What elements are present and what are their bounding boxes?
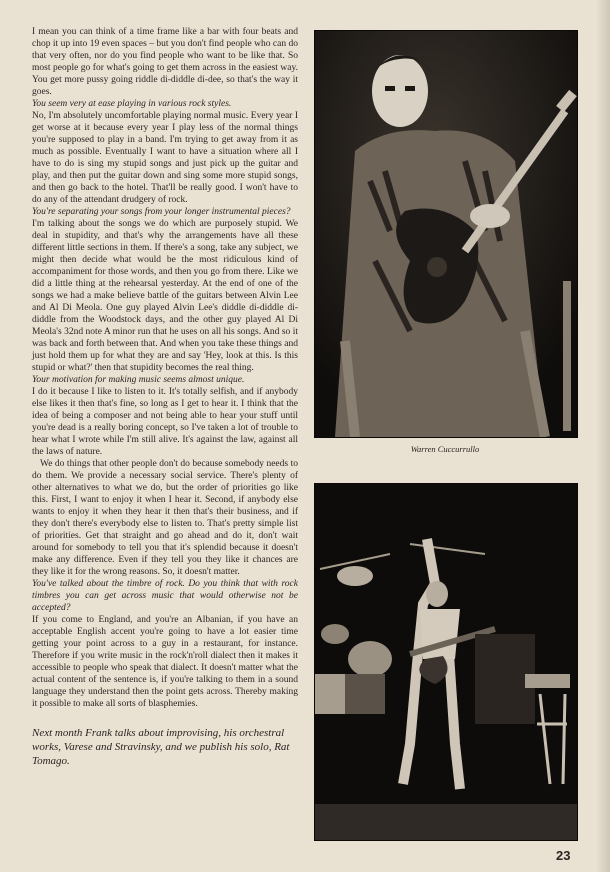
guitarist-photo xyxy=(314,30,578,438)
page-number: 23 xyxy=(556,848,571,863)
article-text xyxy=(32,26,298,768)
guitarist-photo-image xyxy=(315,31,577,437)
answer-paragraph: We do things that other people don't do because somebody needs to do them. We provide a necessary social service. There's plenty of other alternatives to what we do, but the order of priorities go like this. First, I want to enjoy it when I hear it. Second, if anybody else wants to enjoy it when they hear it then that's their business, and if they don't there's everybody else to listen to. That's pretty simple list of priorities. Get that straight and go ahead and do it, don't wait around for somebody to tell you that it's splendid because it doesn't make any difference. Even if they tell you they like it chances are they like it for the wrong reasons. So, it doesn't matter. xyxy=(32,459,298,577)
answer-paragraph: I do it because I like to listen to it. It's totally selfish, and if anybody else likes it then that's fine, so long as I get to hear it. I think that the idea of being a composer and not being able to hear your stuff until you're dead is a really boring concept, so I've taken a lot of trouble to hear what I wrote while I'm still alive. It's against the law, against all the laws of nature. xyxy=(32,387,298,457)
answer-paragraph: I mean you can think of a time frame like a bar with four beats and chop it up into 19 even spaces – but you don't find people who can do that very often, nor do you find people who want to be like that. So most people go for what's going to get them across in the easiest way. You get more pussy going riddle di-diddle di-dee, so that's the way it goes. xyxy=(32,27,298,97)
next-month-teaser: Next month Frank talks about improvising, his orchestral works, Varese and Stravinsky, and we publish his solo, Rat Tomago. xyxy=(32,727,290,767)
question-paragraph: Your motivation for making music seems almost unique. xyxy=(32,375,245,385)
question-paragraph: You seem very at ease playing in various rock styles. xyxy=(32,99,232,109)
answer-paragraph: No, I'm absolutely uncomfortable playing normal music. Every year I get worse at it because every year I play less of the normal things you're supposed to play in a band. I'm trying to get away from it as much as possible. Eventually I want to have a situation where all I have to do is sing my stupid songs and just pick up the guitar and play, and then put the guitar down and sing some more stupid songs, and then go back to the hotel. That'll be really good. I won't have to do any of the attendant drudgery of rock. xyxy=(32,111,298,205)
question-paragraph: You've talked about the timbre of rock. Do you think that with rock timbres you can get across music that would otherwise not be accepted? xyxy=(32,579,298,613)
answer-paragraph: I'm talking about the songs we do which are purposely stupid. We deal in stupidity, and that's why the arrangements have all these different little sections in them. If there's a song, take any subject, we might then decide what would be the most ridiculous kind of accompaniment for those words, and then you go from there. Like we did a little thing at the rehearsal yesterday. At the end of one of the songs we had a make believe battle of the guitars between Alvin Lee and Al Di Meola. One guy played Alvin Lee's diddle di-diddle di-diddle from the Woodstock days, and the other guy played Al Di Meola's 32nd note A minor run that he uses on all his songs. And so it was back and forth between that. And when you take these things and just hold them up for what they are and say 'Hey, look at this. Is this stupid or what?' then that stupidity becomes the real thing. xyxy=(32,219,298,373)
question-paragraph: You're separating your songs from your longer instrumental pieces? xyxy=(32,207,291,217)
page-edge-shadow xyxy=(596,0,610,872)
answer-paragraph: If you come to England, and you're an Albanian, if you have an acceptable English accent you're going to have a lot easier time getting your point across to a guy in a restaurant, for instance. Therefore if you write music in the rock'n'roll dialect then it makes it accessible to people who speak that dialect. It doesn't matter what the actual content of the sentence is, if you're talking to them in a sound language they understand then the point gets across. Thereby making it possible to make all sorts of blasphemies. xyxy=(32,615,298,709)
stage-performance-photo-image xyxy=(315,484,577,840)
stage-performance-photo xyxy=(314,483,578,841)
photo-caption: Warren Cuccurrullo xyxy=(410,444,480,454)
